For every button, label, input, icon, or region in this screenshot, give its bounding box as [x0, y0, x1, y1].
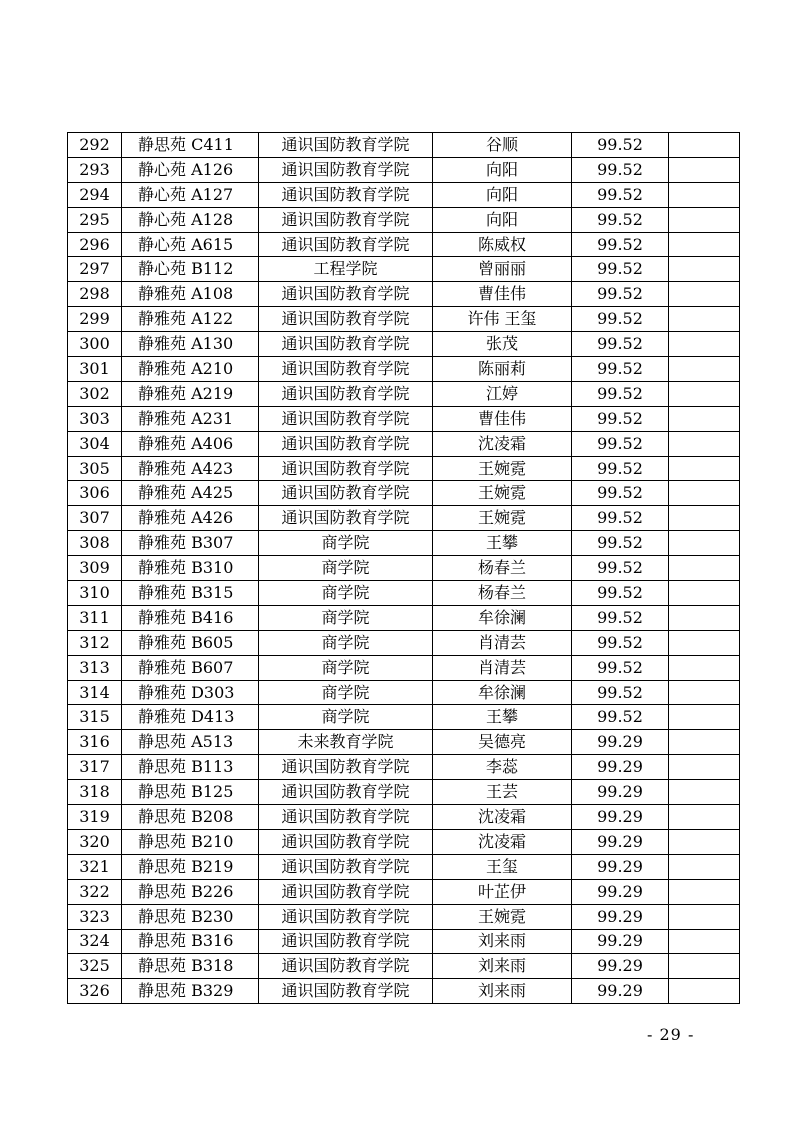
cell-number: 325 — [68, 954, 122, 979]
cell-dorm-room: 静思苑 B210 — [122, 829, 259, 854]
cell-score: 99.52 — [572, 182, 669, 207]
cell-dorm-room: 静雅苑 A210 — [122, 357, 259, 382]
cell-dorm-room: 静思苑 B316 — [122, 929, 259, 954]
cell-score: 99.52 — [572, 357, 669, 382]
cell-score: 99.29 — [572, 829, 669, 854]
cell-dorm-room: 静思苑 B113 — [122, 755, 259, 780]
table-row — [68, 506, 740, 531]
cell-name: 王婉霓 — [433, 456, 572, 481]
cell-name: 吴德亮 — [433, 730, 572, 755]
cell-college: 未来教育学院 — [259, 730, 433, 755]
cell-score: 99.52 — [572, 406, 669, 431]
cell-name: 刘来雨 — [433, 929, 572, 954]
cell-number: 312 — [68, 630, 122, 655]
table-row — [68, 854, 740, 879]
cell-dorm-room: 静思苑 C411 — [122, 133, 259, 158]
cell-dorm-room: 静思苑 A513 — [122, 730, 259, 755]
cell-remark — [669, 954, 740, 979]
cell-number: 294 — [68, 182, 122, 207]
cell-score: 99.52 — [572, 481, 669, 506]
cell-score: 99.29 — [572, 730, 669, 755]
cell-dorm-room: 静雅苑 A426 — [122, 506, 259, 531]
cell-score: 99.52 — [572, 282, 669, 307]
cell-college: 通识国防教育学院 — [259, 854, 433, 879]
cell-college: 通识国防教育学院 — [259, 381, 433, 406]
cell-college: 商学院 — [259, 680, 433, 705]
cell-name: 刘来雨 — [433, 979, 572, 1004]
cell-name: 王芸 — [433, 780, 572, 805]
table-row — [68, 133, 740, 158]
cell-dorm-room: 静雅苑 B607 — [122, 655, 259, 680]
cell-college: 商学院 — [259, 705, 433, 730]
cell-college: 通识国防教育学院 — [259, 506, 433, 531]
cell-number: 306 — [68, 481, 122, 506]
cell-number: 310 — [68, 581, 122, 606]
cell-dorm-room: 静心苑 A128 — [122, 207, 259, 232]
cell-college: 商学院 — [259, 655, 433, 680]
table-row — [68, 232, 740, 257]
cell-remark — [669, 531, 740, 556]
cell-remark — [669, 904, 740, 929]
cell-number: 302 — [68, 381, 122, 406]
cell-score: 99.52 — [572, 581, 669, 606]
cell-college: 通识国防教育学院 — [259, 929, 433, 954]
cell-number: 318 — [68, 780, 122, 805]
cell-score: 99.29 — [572, 954, 669, 979]
cell-score: 99.29 — [572, 979, 669, 1004]
table-row — [68, 979, 740, 1004]
cell-number: 322 — [68, 879, 122, 904]
cell-name: 杨春兰 — [433, 581, 572, 606]
table-row — [68, 954, 740, 979]
cell-remark — [669, 332, 740, 357]
cell-dorm-room: 静思苑 B125 — [122, 780, 259, 805]
cell-name: 谷顺 — [433, 133, 572, 158]
cell-college: 通识国防教育学院 — [259, 406, 433, 431]
cell-remark — [669, 556, 740, 581]
table-row — [68, 904, 740, 929]
cell-dorm-room: 静雅苑 A219 — [122, 381, 259, 406]
cell-remark — [669, 431, 740, 456]
cell-score: 99.52 — [572, 157, 669, 182]
cell-score: 99.52 — [572, 506, 669, 531]
cell-remark — [669, 680, 740, 705]
table-row — [68, 630, 740, 655]
cell-score: 99.29 — [572, 904, 669, 929]
cell-dorm-room: 静雅苑 B315 — [122, 581, 259, 606]
cell-remark — [669, 730, 740, 755]
cell-dorm-room: 静雅苑 B605 — [122, 630, 259, 655]
table-row — [68, 481, 740, 506]
table-row — [68, 431, 740, 456]
cell-remark — [669, 456, 740, 481]
table-row — [68, 357, 740, 382]
cell-name: 牟徐澜 — [433, 680, 572, 705]
cell-number: 292 — [68, 133, 122, 158]
cell-remark — [669, 157, 740, 182]
ranking-table — [67, 132, 740, 1004]
cell-number: 301 — [68, 357, 122, 382]
cell-score: 99.52 — [572, 431, 669, 456]
cell-name: 陈威权 — [433, 232, 572, 257]
cell-score: 99.52 — [572, 381, 669, 406]
cell-score: 99.29 — [572, 879, 669, 904]
table-row — [68, 157, 740, 182]
cell-college: 通识国防教育学院 — [259, 979, 433, 1004]
cell-dorm-room: 静雅苑 A108 — [122, 282, 259, 307]
cell-name: 向阳 — [433, 157, 572, 182]
cell-name: 王玺 — [433, 854, 572, 879]
table-row — [68, 406, 740, 431]
cell-name: 王婉霓 — [433, 506, 572, 531]
cell-score: 99.29 — [572, 805, 669, 830]
table-row — [68, 780, 740, 805]
table-row — [68, 381, 740, 406]
cell-college: 工程学院 — [259, 257, 433, 282]
table-row — [68, 705, 740, 730]
cell-college: 通识国防教育学院 — [259, 431, 433, 456]
cell-number: 321 — [68, 854, 122, 879]
cell-name: 肖清芸 — [433, 630, 572, 655]
cell-number: 305 — [68, 456, 122, 481]
cell-remark — [669, 182, 740, 207]
cell-remark — [669, 780, 740, 805]
cell-remark — [669, 207, 740, 232]
cell-number: 304 — [68, 431, 122, 456]
cell-college: 通识国防教育学院 — [259, 282, 433, 307]
cell-number: 303 — [68, 406, 122, 431]
cell-name: 张茂 — [433, 332, 572, 357]
table-row — [68, 531, 740, 556]
cell-name: 曹佳伟 — [433, 282, 572, 307]
table-row — [68, 182, 740, 207]
cell-dorm-room: 静思苑 B208 — [122, 805, 259, 830]
cell-dorm-room: 静心苑 A126 — [122, 157, 259, 182]
cell-dorm-room: 静心苑 A615 — [122, 232, 259, 257]
cell-remark — [669, 406, 740, 431]
cell-remark — [669, 481, 740, 506]
cell-dorm-room: 静雅苑 B307 — [122, 531, 259, 556]
cell-college: 通识国防教育学院 — [259, 829, 433, 854]
cell-number: 313 — [68, 655, 122, 680]
cell-college: 通识国防教育学院 — [259, 805, 433, 830]
cell-name: 沈凌霜 — [433, 805, 572, 830]
cell-name: 牟徐澜 — [433, 605, 572, 630]
cell-name: 叶芷伊 — [433, 879, 572, 904]
table-row — [68, 655, 740, 680]
cell-score: 99.52 — [572, 232, 669, 257]
cell-college: 通识国防教育学院 — [259, 879, 433, 904]
cell-dorm-room: 静思苑 B219 — [122, 854, 259, 879]
cell-name: 李蕊 — [433, 755, 572, 780]
cell-remark — [669, 854, 740, 879]
cell-name: 沈凌霜 — [433, 431, 572, 456]
cell-college: 通识国防教育学院 — [259, 332, 433, 357]
cell-score: 99.29 — [572, 755, 669, 780]
cell-college: 商学院 — [259, 630, 433, 655]
cell-name: 王攀 — [433, 705, 572, 730]
cell-remark — [669, 133, 740, 158]
cell-dorm-room: 静思苑 B318 — [122, 954, 259, 979]
table-row — [68, 556, 740, 581]
cell-name: 向阳 — [433, 207, 572, 232]
cell-remark — [669, 357, 740, 382]
table-row — [68, 581, 740, 606]
cell-number: 308 — [68, 531, 122, 556]
cell-remark — [669, 755, 740, 780]
table-row — [68, 282, 740, 307]
cell-college: 通识国防教育学院 — [259, 207, 433, 232]
table-row — [68, 755, 740, 780]
cell-name: 向阳 — [433, 182, 572, 207]
cell-remark — [669, 232, 740, 257]
cell-dorm-room: 静雅苑 D413 — [122, 705, 259, 730]
cell-college: 商学院 — [259, 556, 433, 581]
cell-score: 99.52 — [572, 556, 669, 581]
cell-name: 曹佳伟 — [433, 406, 572, 431]
cell-dorm-room: 静思苑 B329 — [122, 979, 259, 1004]
cell-dorm-room: 静雅苑 A406 — [122, 431, 259, 456]
table-row — [68, 332, 740, 357]
cell-number: 323 — [68, 904, 122, 929]
cell-college: 通识国防教育学院 — [259, 357, 433, 382]
cell-number: 320 — [68, 829, 122, 854]
cell-score: 99.52 — [572, 332, 669, 357]
cell-remark — [669, 307, 740, 332]
cell-name: 沈凌霜 — [433, 829, 572, 854]
cell-college: 通识国防教育学院 — [259, 780, 433, 805]
cell-number: 298 — [68, 282, 122, 307]
cell-remark — [669, 630, 740, 655]
cell-dorm-room: 静雅苑 A231 — [122, 406, 259, 431]
cell-remark — [669, 705, 740, 730]
cell-name: 杨春兰 — [433, 556, 572, 581]
cell-number: 317 — [68, 755, 122, 780]
cell-dorm-room: 静雅苑 D303 — [122, 680, 259, 705]
cell-number: 293 — [68, 157, 122, 182]
cell-score: 99.52 — [572, 257, 669, 282]
table-row — [68, 879, 740, 904]
cell-number: 316 — [68, 730, 122, 755]
cell-name: 许伟 王玺 — [433, 307, 572, 332]
cell-dorm-room: 静心苑 A127 — [122, 182, 259, 207]
table-row — [68, 257, 740, 282]
cell-dorm-room: 静雅苑 B310 — [122, 556, 259, 581]
table-row — [68, 456, 740, 481]
cell-dorm-room: 静雅苑 A130 — [122, 332, 259, 357]
cell-college: 通识国防教育学院 — [259, 456, 433, 481]
cell-score: 99.52 — [572, 655, 669, 680]
cell-number: 296 — [68, 232, 122, 257]
cell-college: 通识国防教育学院 — [259, 232, 433, 257]
cell-remark — [669, 506, 740, 531]
cell-number: 314 — [68, 680, 122, 705]
cell-remark — [669, 805, 740, 830]
cell-score: 99.29 — [572, 854, 669, 879]
cell-remark — [669, 605, 740, 630]
cell-name: 王婉霓 — [433, 904, 572, 929]
cell-number: 297 — [68, 257, 122, 282]
cell-score: 99.29 — [572, 929, 669, 954]
cell-dorm-room: 静心苑 B112 — [122, 257, 259, 282]
cell-number: 299 — [68, 307, 122, 332]
cell-number: 326 — [68, 979, 122, 1004]
cell-remark — [669, 829, 740, 854]
cell-college: 商学院 — [259, 605, 433, 630]
cell-remark — [669, 655, 740, 680]
cell-number: 311 — [68, 605, 122, 630]
cell-score: 99.29 — [572, 780, 669, 805]
cell-remark — [669, 929, 740, 954]
cell-number: 315 — [68, 705, 122, 730]
cell-dorm-room: 静雅苑 A425 — [122, 481, 259, 506]
cell-name: 王婉霓 — [433, 481, 572, 506]
cell-score: 99.52 — [572, 630, 669, 655]
cell-score: 99.52 — [572, 456, 669, 481]
table-body — [68, 133, 740, 1004]
cell-college: 商学院 — [259, 581, 433, 606]
cell-remark — [669, 381, 740, 406]
cell-college: 商学院 — [259, 531, 433, 556]
cell-name: 肖清芸 — [433, 655, 572, 680]
table-row — [68, 829, 740, 854]
page-number: - 29 - — [647, 1025, 695, 1044]
cell-number: 295 — [68, 207, 122, 232]
cell-remark — [669, 979, 740, 1004]
cell-name: 曾丽丽 — [433, 257, 572, 282]
cell-name: 刘来雨 — [433, 954, 572, 979]
table-row — [68, 680, 740, 705]
cell-college: 通识国防教育学院 — [259, 133, 433, 158]
cell-dorm-room: 静思苑 B226 — [122, 879, 259, 904]
cell-dorm-room: 静雅苑 B416 — [122, 605, 259, 630]
table-row — [68, 605, 740, 630]
cell-score: 99.52 — [572, 605, 669, 630]
cell-remark — [669, 257, 740, 282]
cell-number: 300 — [68, 332, 122, 357]
cell-score: 99.52 — [572, 531, 669, 556]
cell-number: 307 — [68, 506, 122, 531]
table-row — [68, 730, 740, 755]
cell-college: 通识国防教育学院 — [259, 954, 433, 979]
cell-score: 99.52 — [572, 133, 669, 158]
cell-name: 江婷 — [433, 381, 572, 406]
cell-name: 王攀 — [433, 531, 572, 556]
table-row — [68, 805, 740, 830]
cell-dorm-room: 静雅苑 A122 — [122, 307, 259, 332]
cell-college: 通识国防教育学院 — [259, 307, 433, 332]
cell-score: 99.52 — [572, 207, 669, 232]
cell-score: 99.52 — [572, 680, 669, 705]
table-row — [68, 207, 740, 232]
cell-score: 99.52 — [572, 705, 669, 730]
ranking-table-container — [67, 132, 739, 1004]
table-row — [68, 307, 740, 332]
cell-score: 99.52 — [572, 307, 669, 332]
cell-number: 309 — [68, 556, 122, 581]
cell-college: 通识国防教育学院 — [259, 755, 433, 780]
cell-name: 陈丽莉 — [433, 357, 572, 382]
cell-dorm-room: 静思苑 B230 — [122, 904, 259, 929]
cell-remark — [669, 282, 740, 307]
cell-college: 通识国防教育学院 — [259, 481, 433, 506]
cell-college: 通识国防教育学院 — [259, 157, 433, 182]
cell-college: 通识国防教育学院 — [259, 182, 433, 207]
cell-number: 324 — [68, 929, 122, 954]
cell-number: 319 — [68, 805, 122, 830]
cell-remark — [669, 581, 740, 606]
table-row — [68, 929, 740, 954]
cell-dorm-room: 静雅苑 A423 — [122, 456, 259, 481]
cell-remark — [669, 879, 740, 904]
cell-college: 通识国防教育学院 — [259, 904, 433, 929]
